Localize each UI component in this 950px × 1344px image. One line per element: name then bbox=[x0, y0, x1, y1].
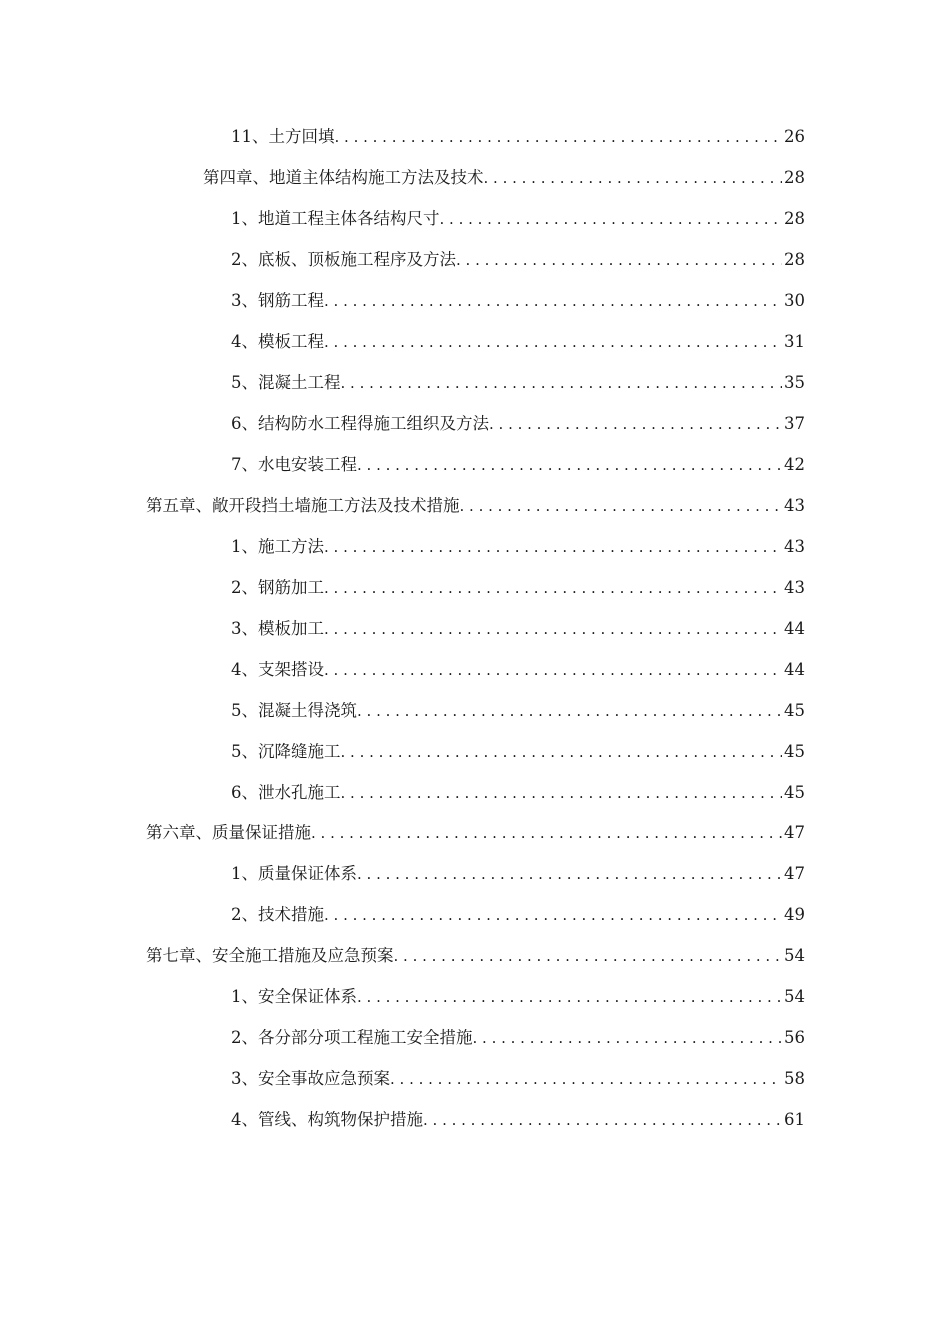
toc-leader-dots bbox=[341, 741, 783, 763]
toc-chapter-entry bbox=[146, 945, 805, 967]
toc-entry bbox=[231, 618, 805, 640]
toc-leader-dots bbox=[357, 863, 782, 885]
toc-entry-title: 质量保证措施 bbox=[212, 823, 311, 842]
toc-leader-dots bbox=[357, 700, 782, 722]
toc-entry-title: 安全施工措施及应急预案 bbox=[212, 946, 394, 965]
toc-leader-dots bbox=[324, 659, 782, 681]
toc-leader-dots bbox=[341, 782, 783, 804]
toc-entry bbox=[231, 782, 805, 804]
toc-entry bbox=[231, 1068, 805, 1090]
toc-leader-dots bbox=[390, 1068, 782, 1090]
toc-entry bbox=[231, 1027, 805, 1049]
toc-entry-page: 43 bbox=[784, 537, 805, 556]
toc-entry-title: 5、混凝土工程 bbox=[231, 373, 341, 392]
toc-leader-dots bbox=[324, 904, 782, 926]
toc-entry-title: 2、技术措施 bbox=[231, 905, 324, 924]
toc-entry-page: 43 bbox=[784, 578, 805, 597]
toc-leader-dots bbox=[324, 331, 782, 353]
toc-entry-page: 61 bbox=[784, 1110, 805, 1129]
toc-entry-title: 4、模板工程 bbox=[231, 332, 324, 351]
toc-entry-title: 1、地道工程主体各结构尺寸 bbox=[231, 209, 440, 228]
toc-entry-title: 6、结构防水工程得施工组织及方法 bbox=[231, 414, 489, 433]
toc-entry bbox=[231, 536, 805, 558]
toc-entry-page: 28 bbox=[784, 209, 805, 228]
toc-leader-dots bbox=[394, 945, 783, 967]
toc-entry-title: 4、支架搭设 bbox=[231, 660, 324, 679]
toc-entry bbox=[231, 208, 805, 230]
toc-leader-dots bbox=[324, 618, 782, 640]
toc-entry-title: 5、混凝土得浇筑 bbox=[231, 701, 357, 720]
toc-entry-page: 35 bbox=[784, 373, 805, 392]
toc-entry-title: 7、水电安装工程 bbox=[231, 455, 357, 474]
toc-entry-title: 1、质量保证体系 bbox=[231, 864, 357, 883]
toc-entry-page: 58 bbox=[784, 1069, 805, 1088]
toc-leader-dots bbox=[489, 413, 782, 435]
toc-leader-dots bbox=[484, 167, 783, 189]
toc-entry bbox=[231, 741, 805, 763]
toc-entry-page: 44 bbox=[784, 619, 805, 638]
toc-entry bbox=[231, 863, 805, 885]
toc-entry bbox=[231, 577, 805, 599]
toc-entry-page: 45 bbox=[784, 742, 805, 761]
toc-entry-page: 44 bbox=[784, 660, 805, 679]
toc-leader-dots bbox=[357, 986, 782, 1008]
toc-entry-title: 敞开段挡土墙施工方法及技术措施 bbox=[212, 496, 460, 515]
toc-chapter-prefix: 第七章、 bbox=[146, 946, 212, 965]
toc-entry-title: 3、钢筋工程 bbox=[231, 291, 324, 310]
toc-leader-dots bbox=[311, 822, 782, 844]
toc-leader-dots bbox=[357, 454, 782, 476]
toc-entry-page: 31 bbox=[784, 332, 805, 351]
toc-entry-page: 56 bbox=[784, 1028, 805, 1047]
toc-entry bbox=[231, 904, 805, 926]
toc-entry bbox=[231, 413, 805, 435]
toc-leader-dots bbox=[335, 126, 783, 148]
toc-entry-page: 42 bbox=[784, 455, 805, 474]
toc-entry bbox=[231, 700, 805, 722]
toc-entry-title: 6、泄水孔施工 bbox=[231, 783, 341, 802]
toc-entry-title: 3、模板加工 bbox=[231, 619, 324, 638]
toc-entry bbox=[231, 126, 805, 148]
toc-entry bbox=[231, 290, 805, 312]
toc-entry-title: 3、安全事故应急预案 bbox=[231, 1069, 390, 1088]
toc-chapter-entry bbox=[146, 495, 805, 517]
toc-entry bbox=[231, 454, 805, 476]
toc-entry-page: 47 bbox=[784, 823, 805, 842]
toc-entry-page: 43 bbox=[784, 496, 805, 515]
toc-chapter-prefix: 第六章、 bbox=[146, 823, 212, 842]
toc-entry-title: 2、钢筋加工 bbox=[231, 578, 324, 597]
toc-entry-title: 11、土方回填 bbox=[231, 127, 335, 146]
toc-entry-page: 28 bbox=[784, 250, 805, 269]
toc-entry-page: 45 bbox=[784, 783, 805, 802]
toc-entry-page: 45 bbox=[784, 701, 805, 720]
toc-entry-page: 26 bbox=[784, 127, 805, 146]
toc-entry-title: 1、安全保证体系 bbox=[231, 987, 357, 1006]
toc-entry bbox=[231, 659, 805, 681]
toc-entry-page: 47 bbox=[784, 864, 805, 883]
toc-leader-dots bbox=[324, 536, 782, 558]
toc-chapter-entry bbox=[146, 822, 805, 844]
toc-entry bbox=[231, 331, 805, 353]
toc-leader-dots bbox=[440, 208, 783, 230]
toc-entry bbox=[231, 1109, 805, 1131]
toc-entry-title: 4、管线、构筑物保护措施 bbox=[231, 1110, 423, 1129]
toc-leader-dots bbox=[423, 1109, 782, 1131]
toc-leader-dots bbox=[324, 577, 782, 599]
toc-leader-dots bbox=[341, 372, 783, 394]
toc-entry-page: 30 bbox=[784, 291, 805, 310]
toc-entry bbox=[231, 986, 805, 1008]
toc-leader-dots bbox=[456, 249, 782, 271]
toc-entry bbox=[231, 372, 805, 394]
toc-entry-title: 2、底板、顶板施工程序及方法 bbox=[231, 250, 456, 269]
toc-entry-page: 28 bbox=[784, 168, 805, 187]
toc-entry-page: 49 bbox=[784, 905, 805, 924]
toc-entry-title: 2、各分部分项工程施工安全措施 bbox=[231, 1028, 473, 1047]
toc-entry-title: 第四章、地道主体结构施工方法及技术 bbox=[203, 168, 484, 187]
toc-entry-page: 54 bbox=[784, 987, 805, 1006]
toc-entry-page: 54 bbox=[784, 946, 805, 965]
toc-leader-dots bbox=[324, 290, 782, 312]
toc-entry bbox=[231, 249, 805, 271]
toc-entry-title: 1、施工方法 bbox=[231, 537, 324, 556]
toc-chapter-prefix: 第五章、 bbox=[146, 496, 212, 515]
toc-leader-dots bbox=[460, 495, 783, 517]
toc-entry-page: 37 bbox=[784, 414, 805, 433]
toc-entry bbox=[203, 167, 805, 189]
toc-leader-dots bbox=[473, 1027, 783, 1049]
toc-entry-title: 5、沉降缝施工 bbox=[231, 742, 341, 761]
